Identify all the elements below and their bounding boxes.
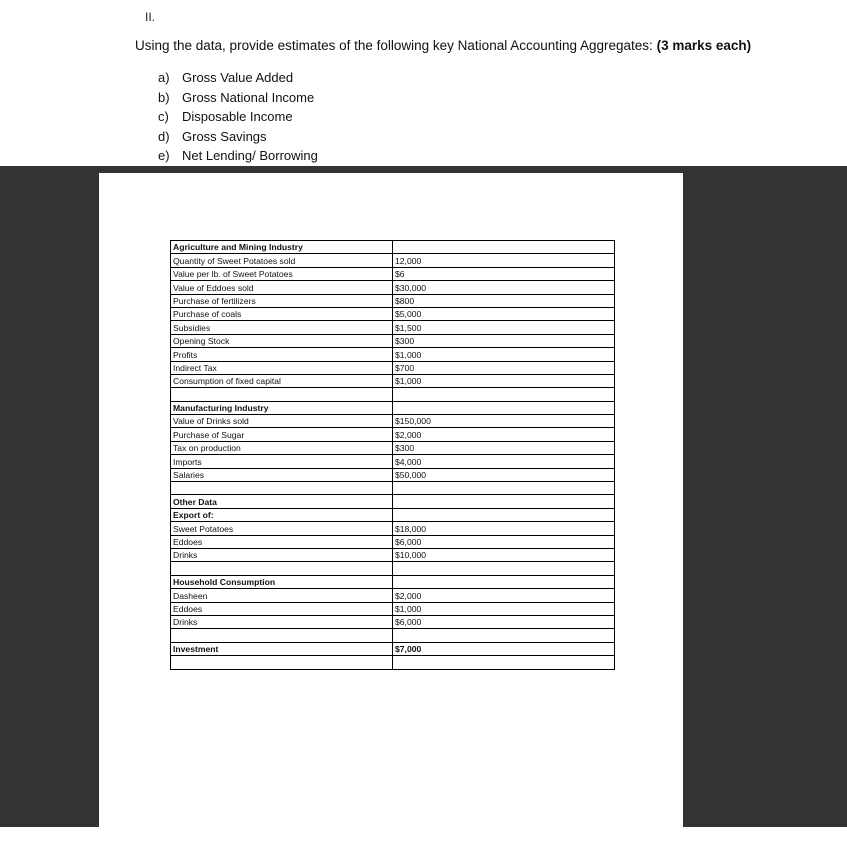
row-value <box>393 629 615 642</box>
row-value: $800 <box>393 294 615 307</box>
row-value: $700 <box>393 361 615 374</box>
row-label: Sweet Potatoes <box>171 522 393 535</box>
question-prompt <box>135 38 751 53</box>
row-value <box>393 575 615 588</box>
data-table <box>170 240 615 670</box>
row-label: Manufacturing Industry <box>171 401 393 414</box>
row-label: Dasheen <box>171 589 393 602</box>
prompt-marks: (3 marks each) <box>656 38 752 53</box>
row-value: $7,000 <box>393 642 615 655</box>
table-row <box>171 374 615 387</box>
table-row <box>171 348 615 361</box>
row-value: $150,000 <box>393 415 615 428</box>
table-row <box>171 241 615 254</box>
table-row <box>171 281 615 294</box>
row-label: Purchase of fertilizers <box>171 294 393 307</box>
item-letter: a) <box>158 70 170 85</box>
row-label: Value per lb. of Sweet Potatoes <box>171 267 393 280</box>
row-value: $5,000 <box>393 307 615 320</box>
row-value: $300 <box>393 334 615 347</box>
table-row <box>171 656 615 669</box>
row-value <box>393 388 615 401</box>
aggregate-item <box>158 146 318 166</box>
row-value: $1,000 <box>393 348 615 361</box>
row-label: Salaries <box>171 468 393 481</box>
table-row <box>171 388 615 401</box>
row-label: Other Data <box>171 495 393 508</box>
row-label: Eddoes <box>171 602 393 615</box>
table-row <box>171 642 615 655</box>
row-label <box>171 656 393 669</box>
row-label: Drinks <box>171 548 393 561</box>
row-value <box>393 656 615 669</box>
row-label: Purchase of coals <box>171 307 393 320</box>
prompt-text: Using the data, provide estimates of the following key National Accounting Aggregates: <box>135 38 657 53</box>
table-row <box>171 428 615 441</box>
row-value: $50,000 <box>393 468 615 481</box>
item-text: Gross Savings <box>182 128 267 144</box>
question-numeral: II. <box>145 10 156 24</box>
row-label: Eddoes <box>171 535 393 548</box>
table-row <box>171 548 615 561</box>
aggregate-item <box>158 88 318 108</box>
aggregate-list <box>158 68 318 166</box>
row-label: Investment <box>171 642 393 655</box>
row-label <box>171 388 393 401</box>
row-value: $30,000 <box>393 281 615 294</box>
item-text: Gross Value Added <box>182 70 294 85</box>
row-value: $300 <box>393 441 615 454</box>
row-label <box>171 562 393 575</box>
row-value: $1,000 <box>393 374 615 387</box>
row-label: Purchase of Sugar <box>171 428 393 441</box>
row-value <box>393 482 615 495</box>
table-row <box>171 334 615 347</box>
table-row <box>171 267 615 280</box>
table-row <box>171 415 615 428</box>
row-label: Tax on production <box>171 441 393 454</box>
row-value: $18,000 <box>393 522 615 535</box>
row-label: Value of Eddoes sold <box>171 281 393 294</box>
row-value <box>393 241 615 254</box>
table-row <box>171 254 615 267</box>
row-value <box>393 562 615 575</box>
aggregate-item <box>158 68 318 88</box>
table-row <box>171 615 615 628</box>
table-row <box>171 294 615 307</box>
row-label <box>171 629 393 642</box>
item-letter: b) <box>158 89 170 105</box>
table-row <box>171 307 615 320</box>
table-row <box>171 482 615 495</box>
table-row <box>171 629 615 642</box>
row-label: Opening Stock <box>171 334 393 347</box>
table-row <box>171 602 615 615</box>
row-label <box>171 482 393 495</box>
table-row <box>171 455 615 468</box>
table-row <box>171 361 615 374</box>
item-text: Disposable Income <box>182 109 293 124</box>
table-row <box>171 575 615 588</box>
row-value: $1,000 <box>393 602 615 615</box>
row-label: Consumption of fixed capital <box>171 374 393 387</box>
item-letter: e) <box>158 148 170 163</box>
row-value: $6 <box>393 267 615 280</box>
row-value: $10,000 <box>393 548 615 561</box>
row-value: $2,000 <box>393 428 615 441</box>
table-row <box>171 401 615 414</box>
table-row <box>171 441 615 454</box>
row-label: Value of Drinks sold <box>171 415 393 428</box>
item-text: Gross National Income <box>182 89 315 105</box>
row-label: Profits <box>171 348 393 361</box>
row-value: $2,000 <box>393 589 615 602</box>
row-value: $6,000 <box>393 535 615 548</box>
table-row <box>171 562 615 575</box>
row-label: Imports <box>171 455 393 468</box>
aggregate-item <box>158 107 318 127</box>
table-row <box>171 522 615 535</box>
table-row <box>171 535 615 548</box>
left-margin <box>0 0 38 166</box>
item-text: Net Lending/ Borrowing <box>182 148 318 163</box>
row-label: Indirect Tax <box>171 361 393 374</box>
row-value: $4,000 <box>393 455 615 468</box>
table-row <box>171 468 615 481</box>
row-label: Export of: <box>171 508 393 521</box>
row-value <box>393 401 615 414</box>
question-panel <box>38 0 847 166</box>
row-value: $6,000 <box>393 615 615 628</box>
row-label: Quantity of Sweet Potatoes sold <box>171 254 393 267</box>
item-letter: c) <box>158 109 169 124</box>
row-value: $1,500 <box>393 321 615 334</box>
row-label: Drinks <box>171 615 393 628</box>
item-letter: d) <box>158 128 170 144</box>
bottom-margin <box>0 827 847 858</box>
table-row <box>171 495 615 508</box>
row-label: Household Consumption <box>171 575 393 588</box>
row-value: 12,000 <box>393 254 615 267</box>
aggregate-item <box>158 127 318 147</box>
row-label: Agriculture and Mining Industry <box>171 241 393 254</box>
table-row <box>171 508 615 521</box>
table-row <box>171 321 615 334</box>
table-row <box>171 589 615 602</box>
row-value <box>393 508 615 521</box>
row-value <box>393 495 615 508</box>
row-label: Subsidies <box>171 321 393 334</box>
